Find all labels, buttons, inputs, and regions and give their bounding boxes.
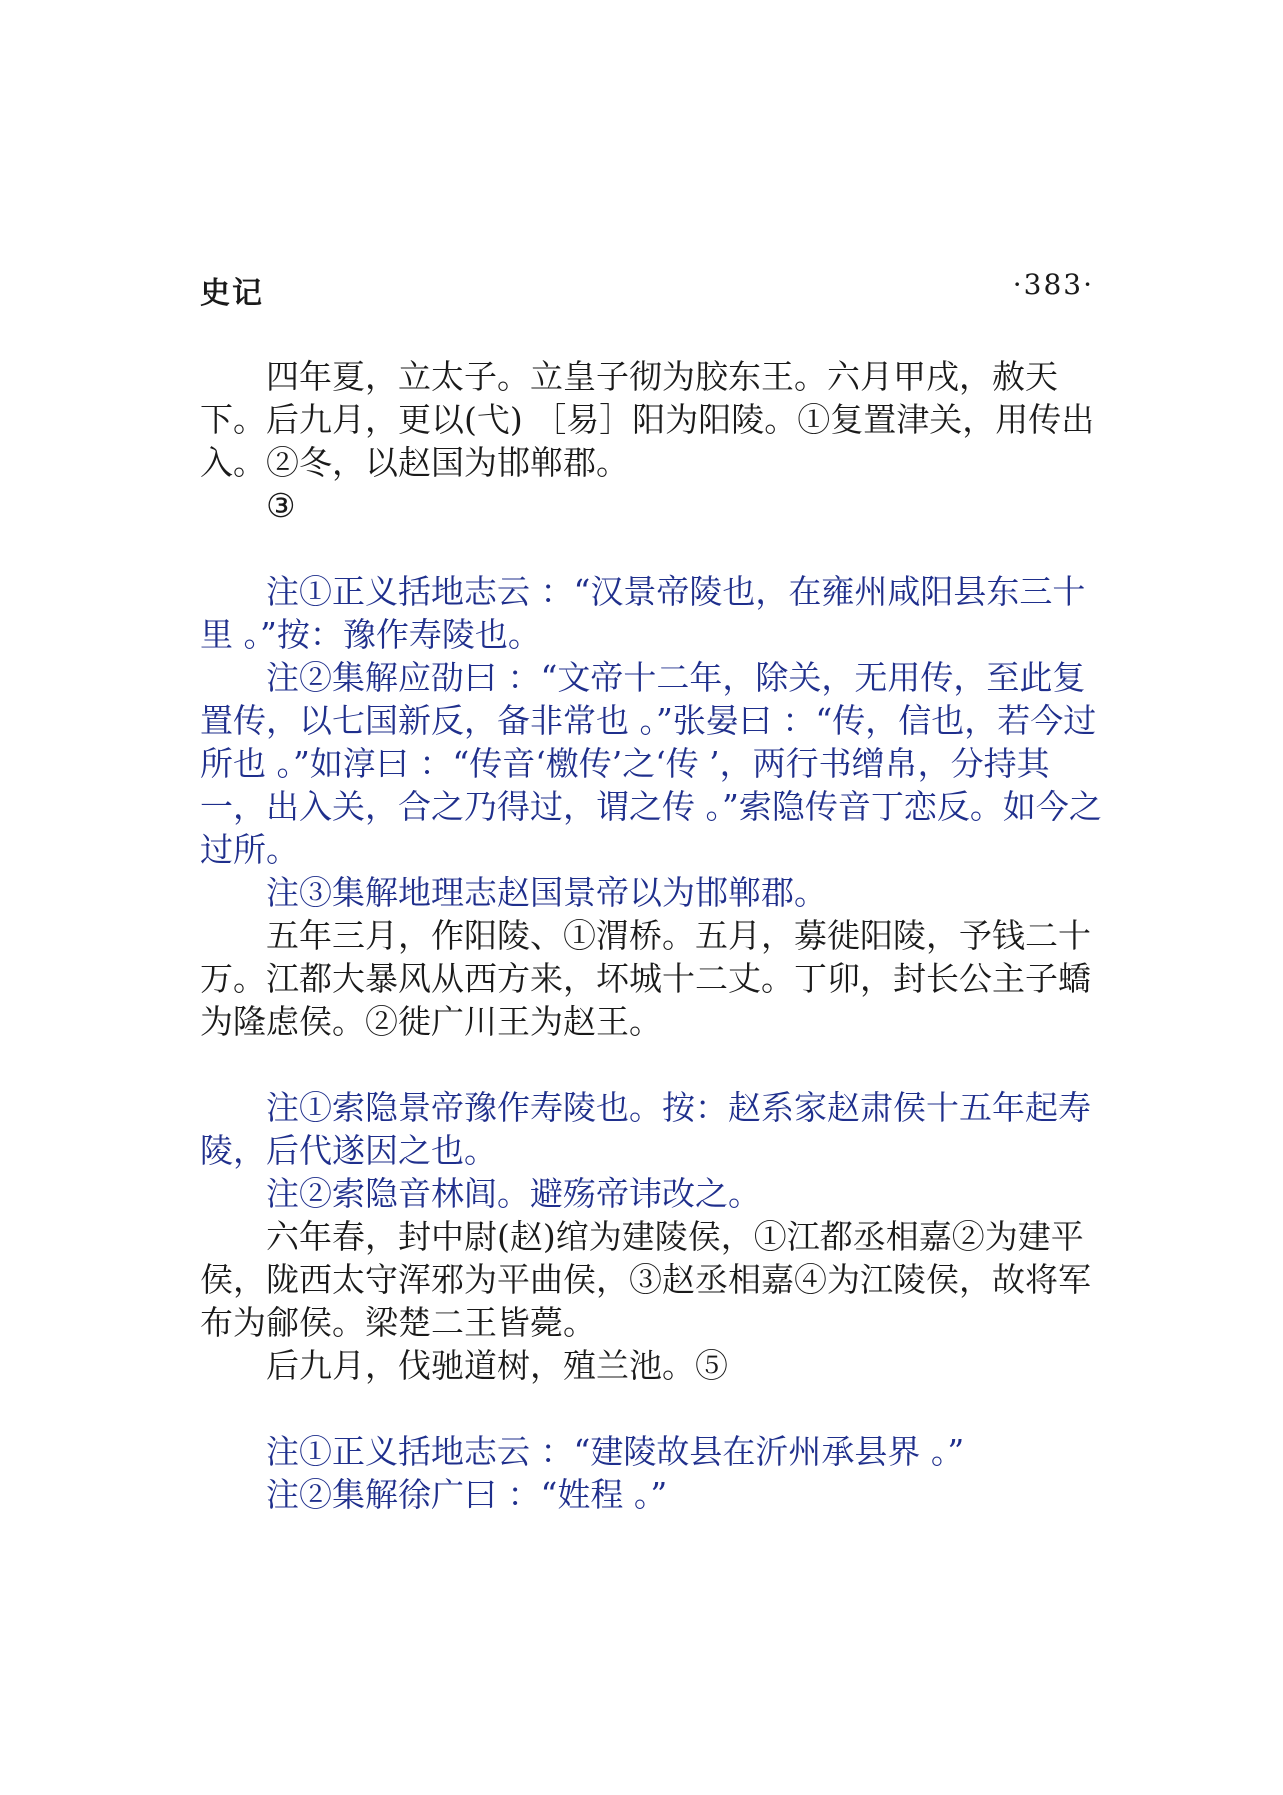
main-paragraph: 五年三月，作阳陵、①渭桥。五月，募徙阳陵，予钱二十万。江都大暴风从西方来，坏城十二丈。丁卯，封长公主子蟜为隆虑侯。②徙广川王为赵王。 [200,916,1091,1041]
annotation-note: 注③集解地理志赵国景帝以为邯郸郡。 [266,873,827,912]
annotation-note: 注①正义括地志云 ：“汉景帝陵也，在雍州咸阳县东三十里 。”按：豫作寿陵也。 [200,572,1086,654]
book-title: 史记 [200,276,264,311]
annotation-note: 注①索隐景帝豫作寿陵也。按：赵系家赵肃侯十五年起寿陵，后代遂因之也。 [200,1088,1091,1170]
paragraph-gap [200,527,1110,570]
main-paragraph: 后九月，伐驰道树，殖兰池。⑤ [266,1346,728,1385]
main-paragraph: 六年春，封中尉(赵)绾为建陵侯，①江都丞相嘉②为建平侯，陇西太守浑邪为平曲侯，③赵丞相嘉④为江陵侯，故将军布为鄃侯。梁楚二王皆薨。 [200,1217,1091,1342]
main-paragraph: ③ [266,486,296,525]
paragraph-gap [200,1387,1110,1430]
annotation-note: 注①正义括地志云 ：“建陵故县在沂州承县界 。” [266,1432,965,1471]
running-header [200,268,1100,311]
annotation-note: 注②集解徐广曰 ：“姓程 。” [266,1475,668,1514]
paragraph-gap [200,1043,1110,1086]
page-content [200,355,1110,1516]
annotation-note: 注②索隐音林闾。避殇帝讳改之。 [266,1174,761,1213]
annotation-note: 注②集解应劭曰 ：“文帝十二年，除关，无用传，至此复置传，以七国新反，备非常也 。”张晏曰 ：“传，信也，若今过所也 。”如淳曰 ：“传音‘檄传’之‘传 ’，两行书缯帛，分持其一，出入关，合之乃得过，谓之传 。”索隐传音丁恋反。如今之过所。 [200,658,1102,869]
page-number: ·383· [1012,268,1094,301]
main-paragraph: 四年夏，立太子。立皇子彻为胶东王。六月甲戌，赦天下。后九月，更以(弋) ［易］阳为阳陵。①复置津关，用传出入。②冬，以赵国为邯郸郡。 [200,357,1095,482]
document-page [200,0,1100,1795]
